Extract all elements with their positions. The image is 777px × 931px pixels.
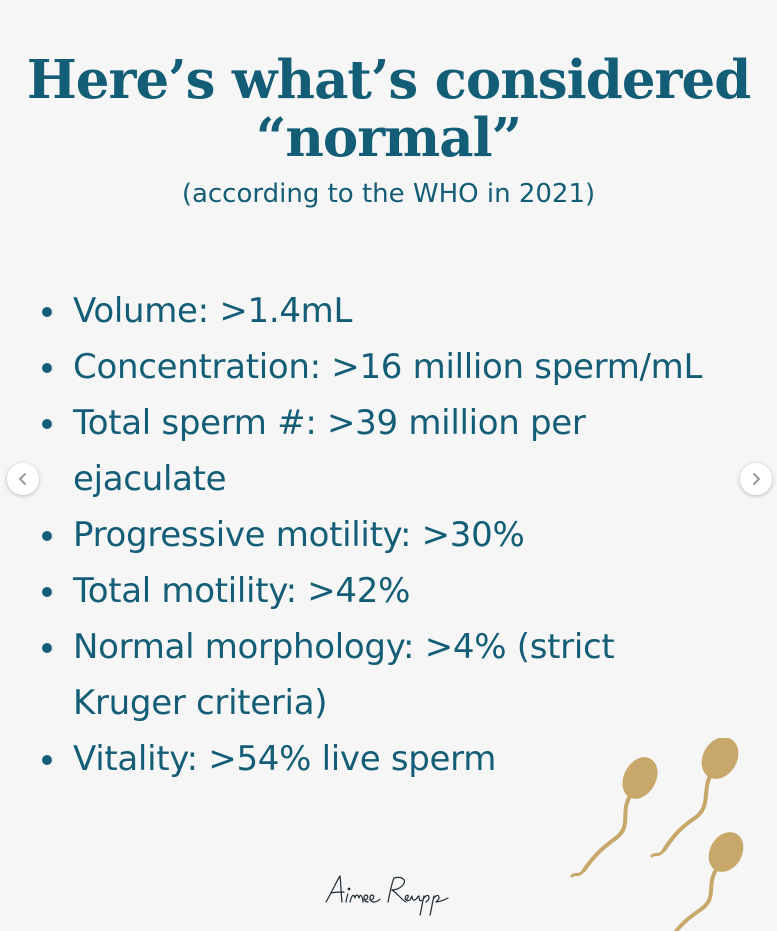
bullet-icon — [42, 587, 52, 597]
bullet-icon — [42, 363, 52, 373]
criteria-text-continued: Kruger criteria) — [73, 683, 328, 723]
criteria-text: Total sperm #: >39 million per — [73, 403, 586, 443]
chevron-left-icon — [16, 472, 30, 486]
criteria-item-volume — [40, 283, 760, 339]
criteria-item-total-sperm — [40, 395, 760, 507]
slide-title-line-1: Here’s what’s considered — [26, 49, 751, 111]
bullet-icon — [42, 643, 52, 653]
criteria-list — [40, 283, 760, 787]
criteria-text: Total motility: >42% — [73, 571, 411, 611]
criteria-text-continued: ejaculate — [73, 459, 227, 499]
bullet-icon — [42, 755, 52, 765]
criteria-text: Progressive motility: >30% — [73, 515, 525, 555]
criteria-item-progressive-motility — [40, 507, 760, 563]
criteria-item-total-motility — [40, 563, 760, 619]
bullet-icon — [42, 307, 52, 317]
criteria-item-concentration — [40, 339, 760, 395]
aimee-raupp-signature-logo — [322, 872, 462, 916]
criteria-text: Vitality: >54% live sperm — [73, 739, 497, 779]
slide-title-line-2: “normal” — [255, 107, 522, 169]
criteria-text: Volume: >1.4mL — [73, 291, 353, 331]
carousel-next-button[interactable] — [740, 463, 772, 495]
criteria-text: Concentration: >16 million sperm/mL — [73, 347, 703, 387]
criteria-text: Normal morphology: >4% (strict — [73, 627, 615, 667]
slide-subtitle: (according to the WHO in 2021) — [181, 179, 596, 209]
bullet-icon — [42, 419, 52, 429]
bullet-icon — [42, 531, 52, 541]
carousel-prev-button[interactable] — [7, 463, 39, 495]
chevron-right-icon — [749, 472, 763, 486]
sperm-illustration-icon — [560, 738, 760, 931]
criteria-item-normal-morphology — [40, 619, 760, 731]
